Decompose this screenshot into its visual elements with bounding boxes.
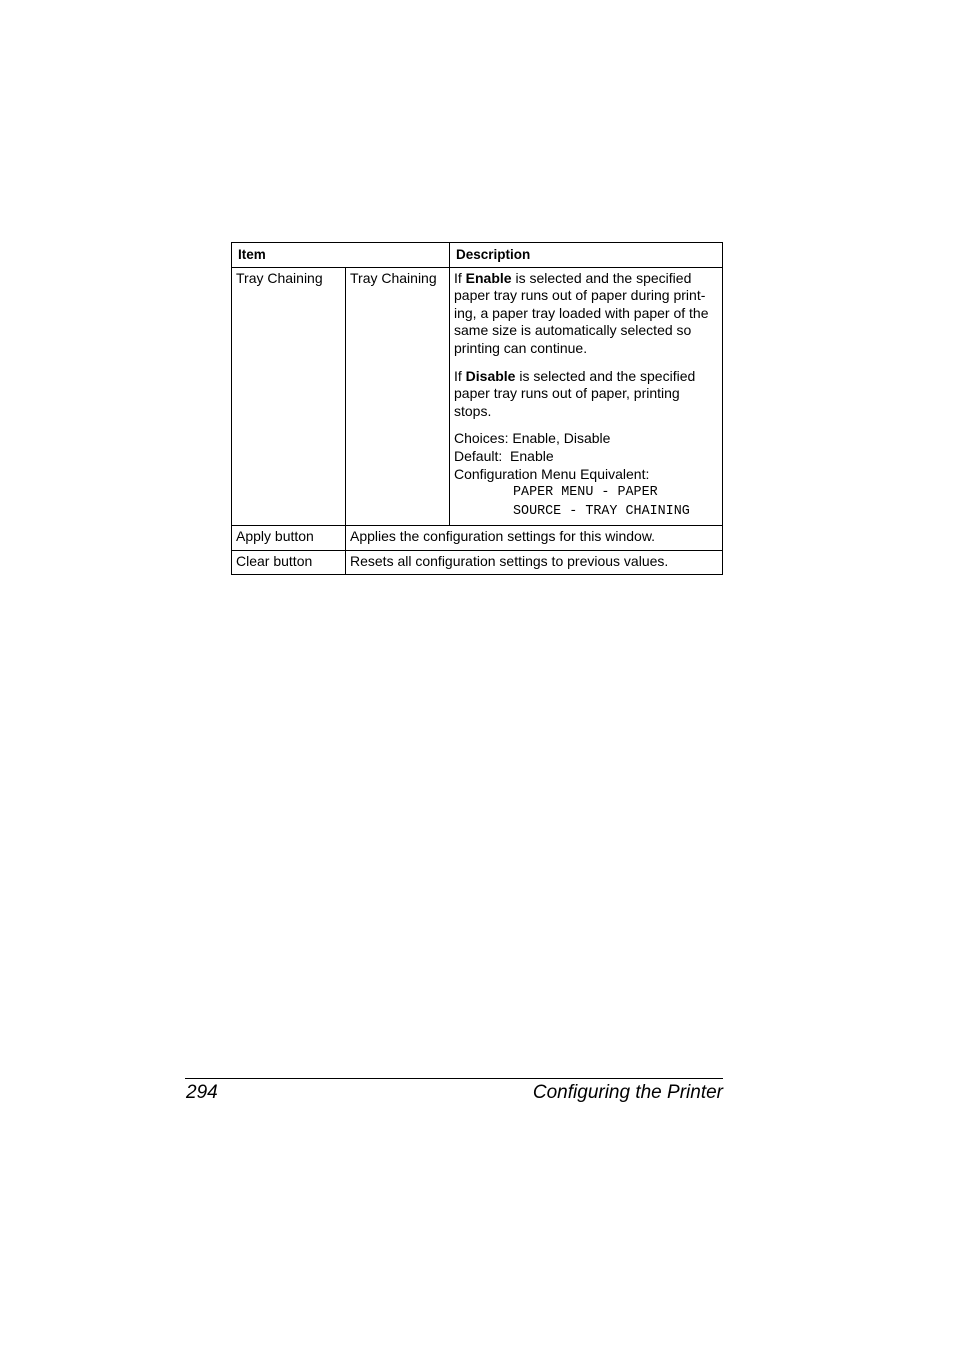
cell-description-tray-chaining bbox=[450, 267, 723, 526]
settings-table bbox=[231, 242, 723, 575]
cell-item-tray-chaining: Tray Chaining bbox=[232, 267, 346, 526]
menu-path-line-1: PAPER MENU - PAPER bbox=[513, 485, 658, 501]
header-item: Item bbox=[232, 243, 450, 268]
enable-keyword: Enable bbox=[465, 269, 512, 286]
choices-paragraph bbox=[454, 430, 718, 521]
enable-paragraph bbox=[454, 270, 718, 358]
disable-keyword: Disable bbox=[465, 367, 516, 384]
cell-item-clear: Clear button bbox=[232, 550, 346, 575]
page-number: 294 bbox=[186, 1082, 218, 1103]
disable-prefix: If bbox=[454, 367, 466, 384]
menu-path-line-2: SOURCE - TRAY CHAINING bbox=[513, 504, 690, 520]
enable-prefix: If bbox=[454, 269, 466, 286]
enable-suffix: is selected and the specified paper tray runs out of paper during print-ing, a paper tray loaded with paper of the same size is automatically selected so printing can continue. bbox=[454, 269, 709, 356]
cell-item-apply: Apply button bbox=[232, 526, 346, 551]
default-line: Default: Enable bbox=[454, 447, 554, 464]
equivalent-label: Configuration Menu Equivalent: bbox=[454, 465, 650, 482]
footer-divider bbox=[185, 1078, 723, 1079]
disable-paragraph bbox=[454, 368, 718, 421]
table-row-clear bbox=[232, 550, 723, 575]
choices-line: Choices: Enable, Disable bbox=[454, 430, 611, 447]
cell-subitem-tray-chaining: Tray Chaining bbox=[346, 267, 450, 526]
table-row-apply bbox=[232, 526, 723, 551]
disable-suffix: is selected and the specified paper tray runs out of paper, printing stops. bbox=[454, 367, 696, 419]
cell-description-clear: Resets all configuration settings to previous values. bbox=[346, 550, 723, 575]
table-header-row bbox=[232, 243, 723, 268]
section-title: Configuring the Printer bbox=[532, 1082, 723, 1103]
table-row-tray-chaining bbox=[232, 267, 723, 526]
header-description: Description bbox=[450, 243, 723, 268]
cell-description-apply: Applies the configuration settings for this window. bbox=[346, 526, 723, 551]
